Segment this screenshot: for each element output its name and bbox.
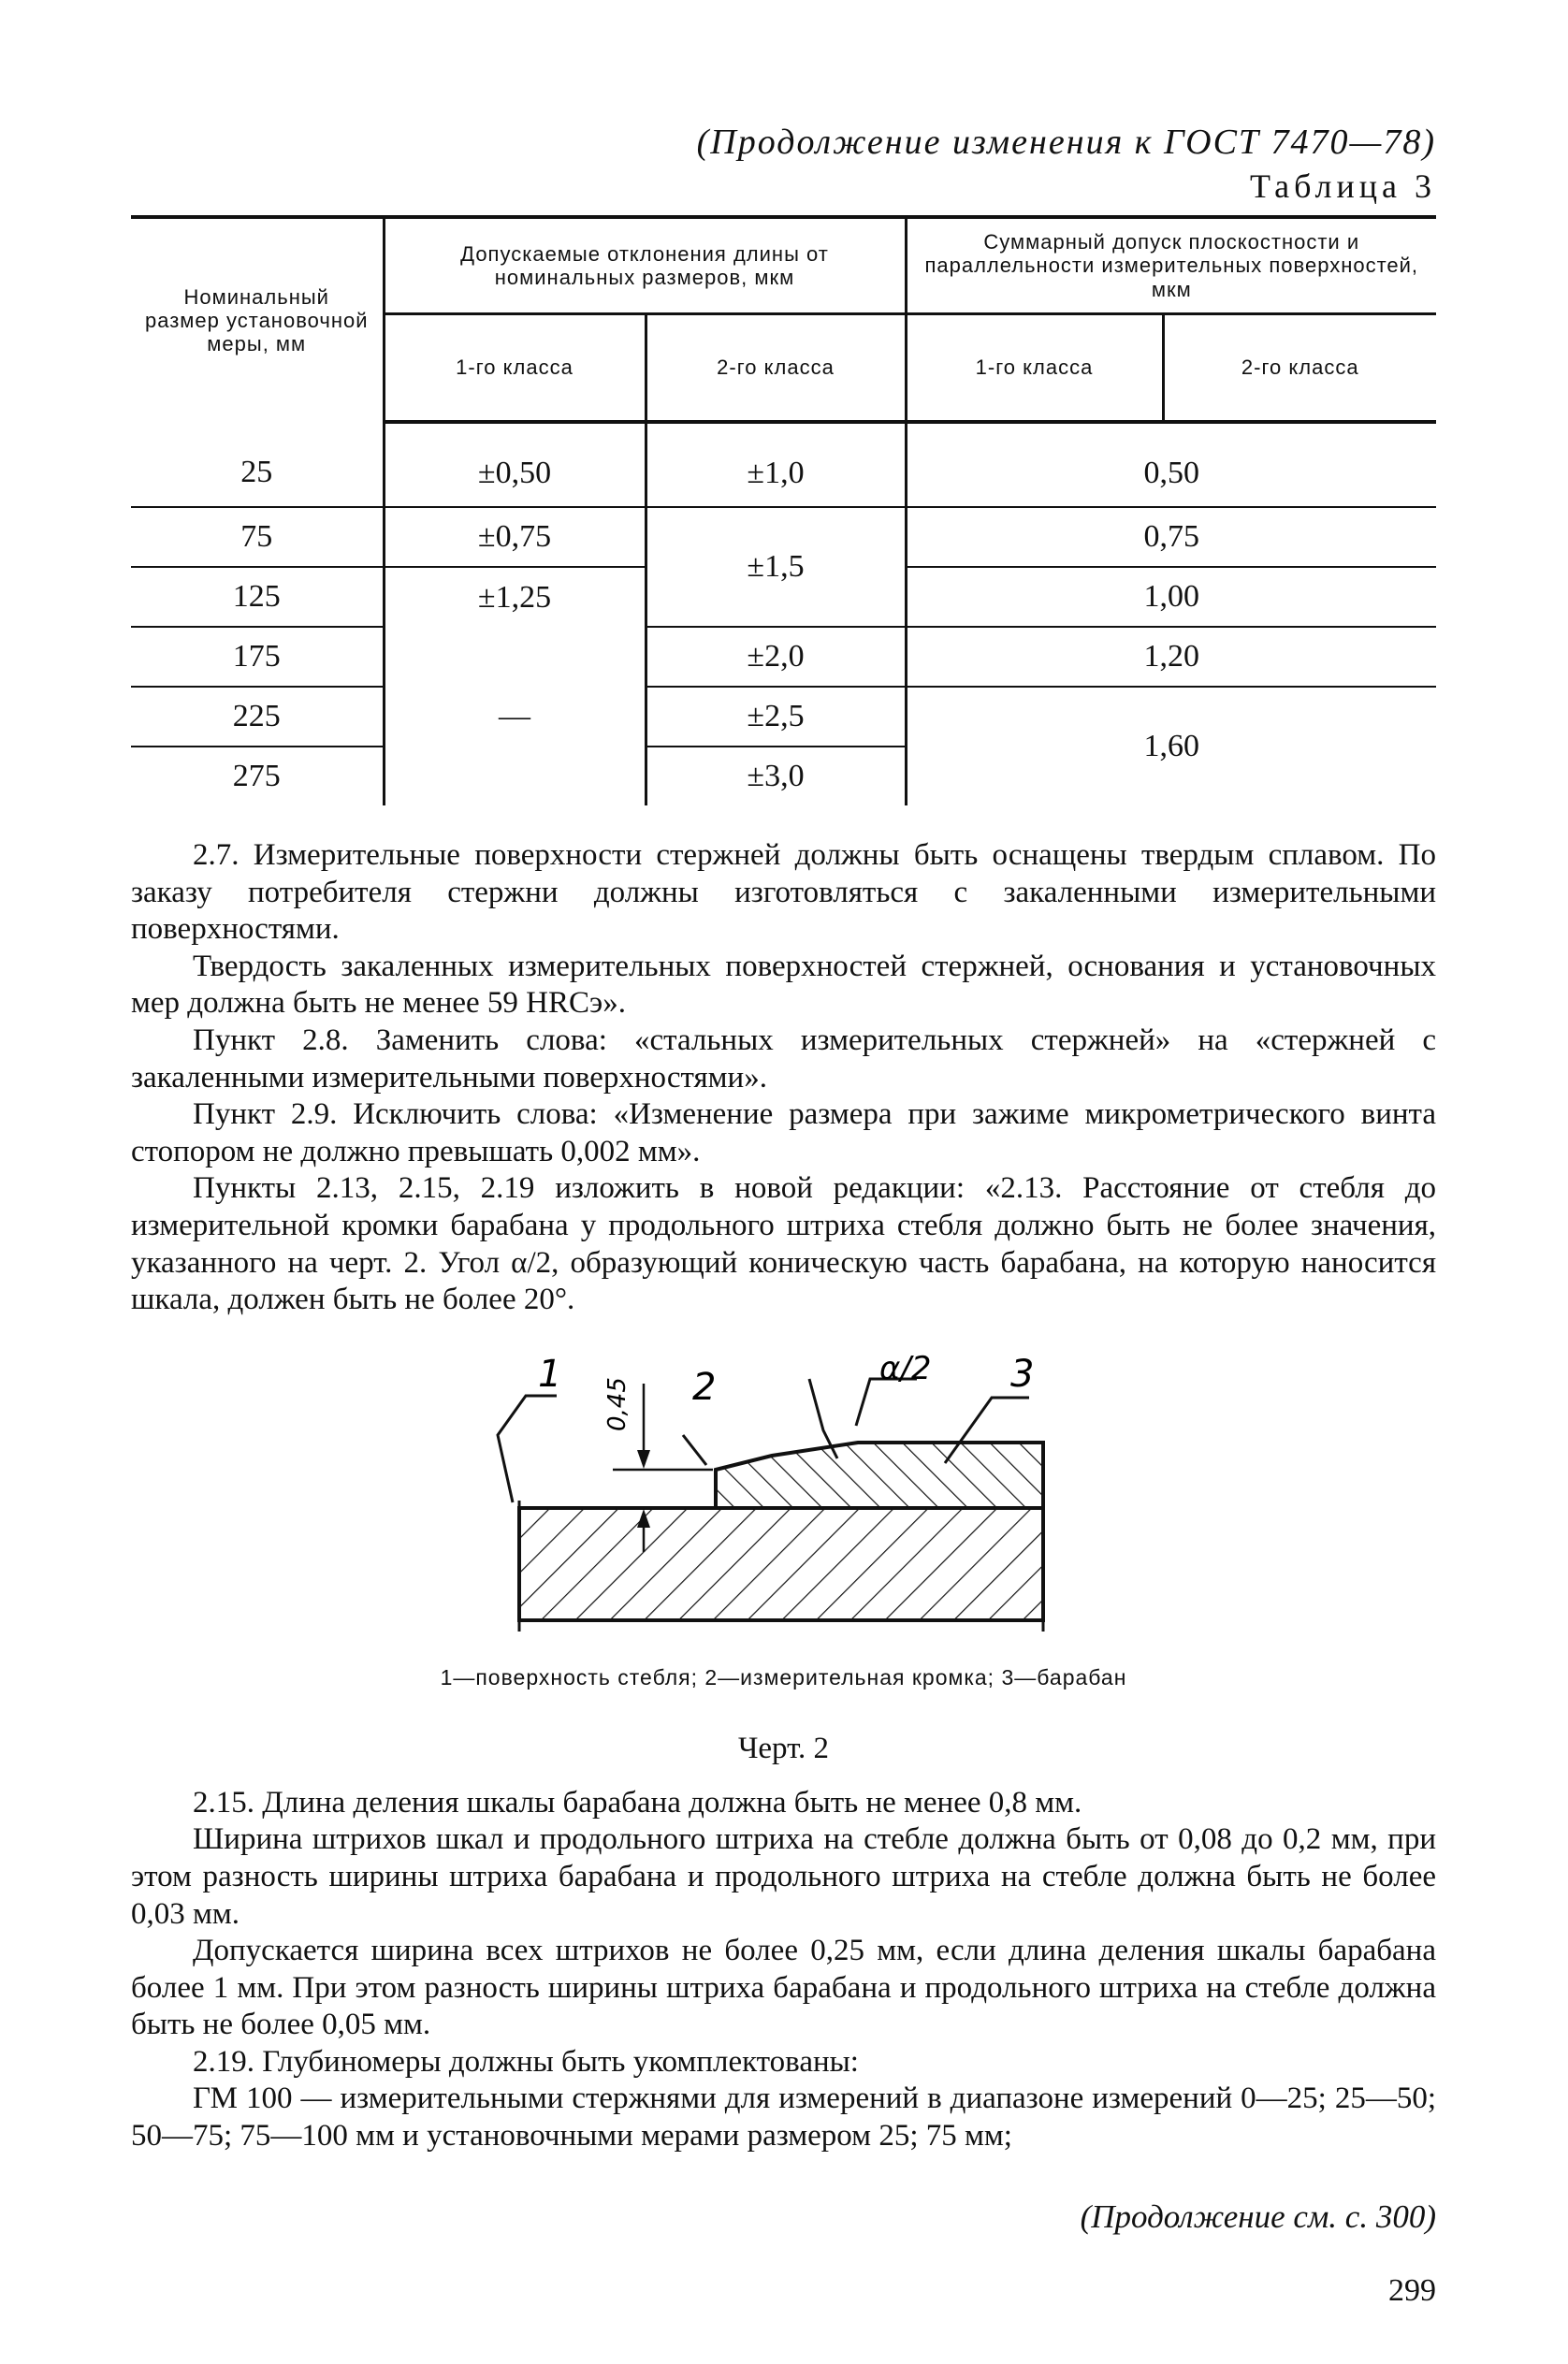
header-dev-class-1: 1-го класса xyxy=(384,314,646,423)
tolerance-table xyxy=(131,215,1436,805)
cell-tolerance: 1,20 xyxy=(906,627,1436,687)
table-label: Таблица 3 xyxy=(1250,167,1436,205)
cell-tolerance: 1,00 xyxy=(906,567,1436,627)
text-after-figure xyxy=(131,1785,1436,2155)
label-angle: α/2 xyxy=(879,1349,932,1387)
header-nominal-size: Номинальный размер установочной меры, мм xyxy=(131,217,384,422)
paragraph: Допускается ширина всех штрихов не более 0,25 мм, если длина деления шкалы барабана более 1 мм. При этом разность ширины штриха барабана и продольного штриха на стебле должна быть не более 0,05 мм. xyxy=(131,1934,1436,2042)
table-row xyxy=(131,687,1436,747)
cell-size: 25 xyxy=(131,422,384,507)
cell-dev-class-1: — xyxy=(384,627,646,805)
cell-tolerance: 1,60 xyxy=(906,687,1436,805)
label-dimension: 0,45 xyxy=(603,1376,632,1431)
table-row xyxy=(131,507,1436,567)
header-dev-class-2: 2-го класса xyxy=(646,314,906,423)
cell-dev-class-2: ±2,0 xyxy=(646,627,906,687)
continuation-note: (Продолжение см. с. 300) xyxy=(1080,2197,1436,2235)
drum-section xyxy=(716,1443,1043,1508)
header-tol-class-1: 1-го класса xyxy=(906,314,1163,423)
cell-dev-class-2: ±3,0 xyxy=(646,747,906,805)
header-deviation-group: Допускаемые отклонения длины от номинальных размеров, мкм xyxy=(384,217,906,314)
table-row xyxy=(131,627,1436,687)
page-number: 299 xyxy=(1388,2272,1436,2308)
document-page xyxy=(131,122,1436,2309)
cell-dev-class-2: ±2,5 xyxy=(646,687,906,747)
paragraph: Пункт 2.9. Исключить слова: «Изменение размера при зажиме микрометрического винта стопором не должно превышать 0,002 мм». xyxy=(131,1097,1436,1168)
paragraph: Пункты 2.13, 2.15, 2.19 изложить в новой редакции: «2.13. Расстояние от стебля до измерительной кромки барабана у продольного штриха стебля должно быть не более значения, указанного на черт. 2. Угол α/2, образующий коническую часть барабана, на которую наносится шкала, должен быть не более 20°. xyxy=(131,1171,1436,1317)
figure-title: Черт. 2 xyxy=(737,1731,830,1765)
drawing-2 xyxy=(131,1342,1436,1660)
paragraph: 2.7. Измерительные поверхности стержней должны быть оснащены твердым сплавом. По заказу потребителя стержни должны изготовляться с закаленными измерительными поверхностями. xyxy=(131,838,1436,947)
cell-size: 125 xyxy=(131,567,384,627)
cell-size: 225 xyxy=(131,687,384,747)
paragraph: 2.15. Длина деления шкалы барабана должна быть не менее 0,8 мм. xyxy=(193,1785,1082,1820)
paragraph: Твердость закаленных измерительных поверхностей стержней, основания и установочных мер должна быть не менее 59 HRCэ». xyxy=(131,949,1436,1021)
paragraph: ГМ 100 — измерительными стержнями для измерений в диапазоне измерений 0—25; 25—50; 50—75; 75—100 мм и установочными мерами размером 25; 75 мм; xyxy=(131,2081,1436,2154)
cell-dev-class-2: ±1,0 xyxy=(646,422,906,507)
paragraph: 2.19. Глубиномеры должны быть укомплектованы: xyxy=(193,2044,859,2079)
cell-dev-class-1: ±1,25 xyxy=(384,567,646,627)
paragraph: Пункт 2.8. Заменить слова: «стальных измерительных стержней» на «стержней с закаленными измерительными поверхностями». xyxy=(131,1022,1436,1095)
cell-tolerance: 0,50 xyxy=(906,422,1436,507)
cell-dev-class-2: ±1,5 xyxy=(646,507,906,627)
stem-section xyxy=(519,1508,1043,1620)
cell-dev-class-1: ±0,75 xyxy=(384,507,646,567)
running-head: (Продолжение изменения к ГОСТ 7470—78) xyxy=(696,123,1436,162)
label-1: 1 xyxy=(538,1352,562,1396)
cell-tolerance: 0,75 xyxy=(906,507,1436,567)
cell-size: 75 xyxy=(131,507,384,567)
header-tol-class-2: 2-го класса xyxy=(1163,314,1436,423)
text-before-figure xyxy=(131,837,1436,1319)
table-row xyxy=(131,422,1436,507)
cell-size: 175 xyxy=(131,627,384,687)
header-tolerance-group: Суммарный допуск плоскостности и параллельности измерительных поверхностей, мкм xyxy=(906,217,1436,314)
cross-section-drawing xyxy=(131,1342,1436,1660)
paragraph: Ширина штрихов шкал и продольного штриха на стебле должна быть от 0,08 до 0,2 мм, при этом разность ширины штриха барабана и продольного штриха на стебле должна быть не более 0,03 мм. xyxy=(131,1822,1436,1931)
figure-caption: 1—поверхность стебля; 2—измерительная кромка; 3—барабан xyxy=(440,1664,1127,1690)
cell-dev-class-1: ±0,50 xyxy=(384,422,646,507)
label-2: 2 xyxy=(692,1365,717,1409)
cell-size: 275 xyxy=(232,759,281,793)
label-3: 3 xyxy=(1010,1352,1035,1396)
